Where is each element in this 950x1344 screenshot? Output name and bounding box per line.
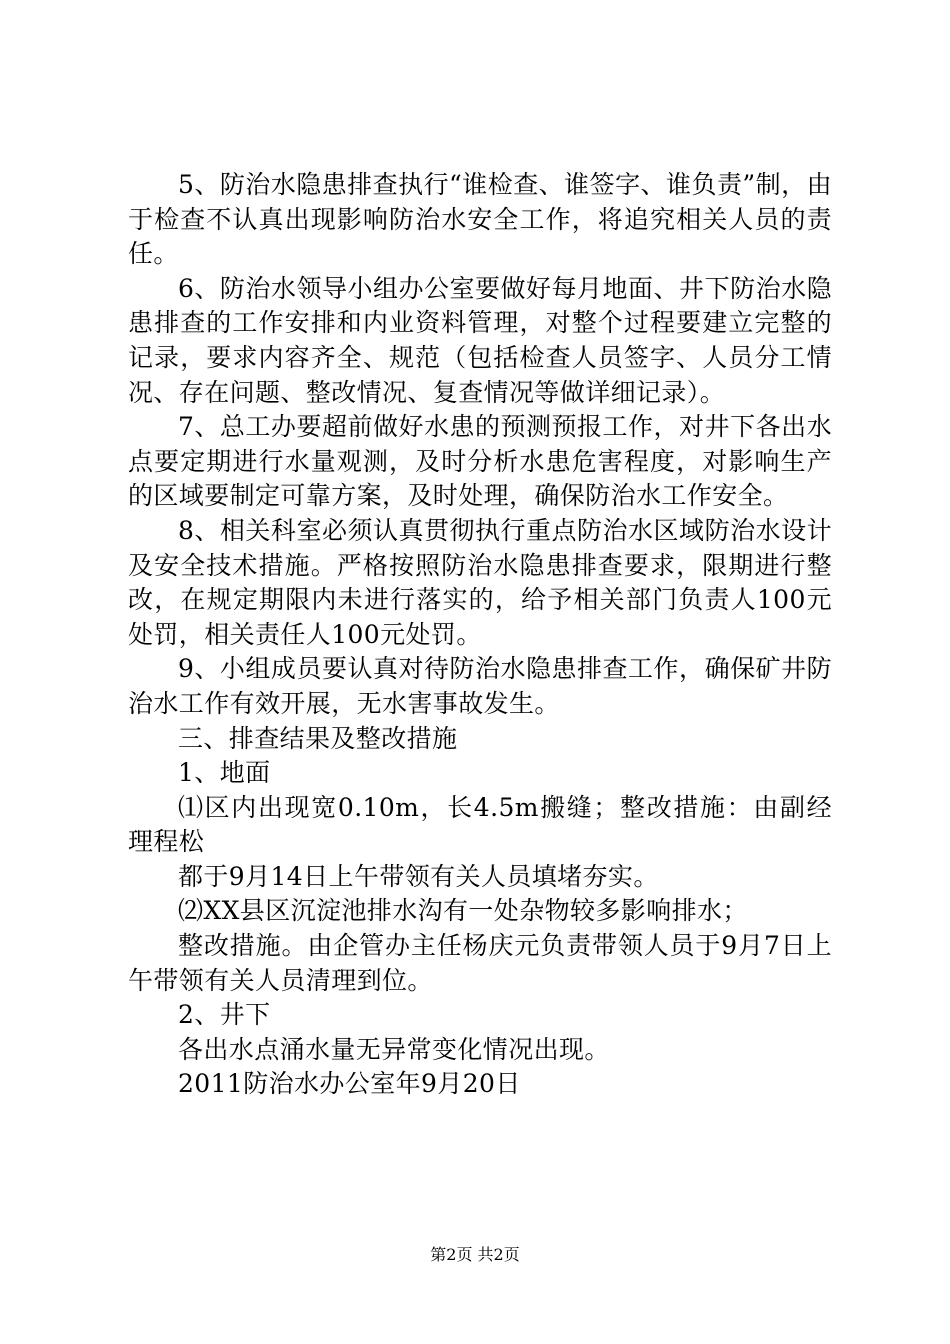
subheading-underground: 2、井下 xyxy=(178,1000,271,1030)
ground-issue-1-continued: 都于9月14日上午带领有关人员填堵夯实。 xyxy=(178,861,659,891)
underground-result: 各出水点涌水量无异常变化情况出现。 xyxy=(178,1034,610,1064)
paragraph-item-9: 9、小组成员要认真对待防治水隐患排查工作，确保矿井防治水工作有效开展，无水害事故发生。 xyxy=(128,654,832,718)
paragraph-item-7: 7、总工办要超前做好水患的预测预报工作，对井下各出水点要定期进行水量观测，及时分析水患危害程度，对影响生产的区域要制定可靠方案，及时处理，确保防治水工作安全。 xyxy=(128,412,832,511)
paragraph-item-8: 8、相关科室必须认真贯彻执行重点防治水区域防治水设计及安全技术措施。严格按照防治水隐患排查要求，限期进行整改，在规定期限内未进行落实的，给予相关部门负责人100元处罚，相关责任人100元处罚。 xyxy=(128,515,832,649)
section-heading-results: 三、排查结果及整改措施 xyxy=(178,723,458,753)
subheading-ground: 1、地面 xyxy=(178,758,271,788)
page-number-footer: 第2页 共2页 xyxy=(430,1245,520,1264)
ground-issue-2-measure: 整改措施。由企管办主任杨庆元负责带领人员于9月7日上午带领有关人员清理到位。 xyxy=(128,931,832,995)
ground-issue-1: ⑴区内出现宽0.10m，长4.5m搬缝；整改措施：由副经理程松 xyxy=(128,792,832,857)
paragraph-item-6: 6、防治水领导小组办公室要做好每月地面、井下防治水隐患排查的工作安排和内业资料管理，对整个过程要建立完整的记录，要求内容齐全、规范（包括检查人员签字、人员分工情况、存在问题、整改情况、复查情况等做详细记录）。 xyxy=(128,273,832,407)
document-body xyxy=(128,168,832,1102)
signature-date-line: 2011防治水办公室年9月20日 xyxy=(178,1069,521,1099)
ground-issue-2: ⑵XX县区沉淀池排水沟有一处杂物较多影响排水； xyxy=(178,896,748,926)
paragraph-item-5: 5、防治水隐患排查执行“谁检查、谁签字、谁负责”制，由于检查不认真出现影响防治水安全工作，将追究相关人员的责任。 xyxy=(128,170,832,269)
